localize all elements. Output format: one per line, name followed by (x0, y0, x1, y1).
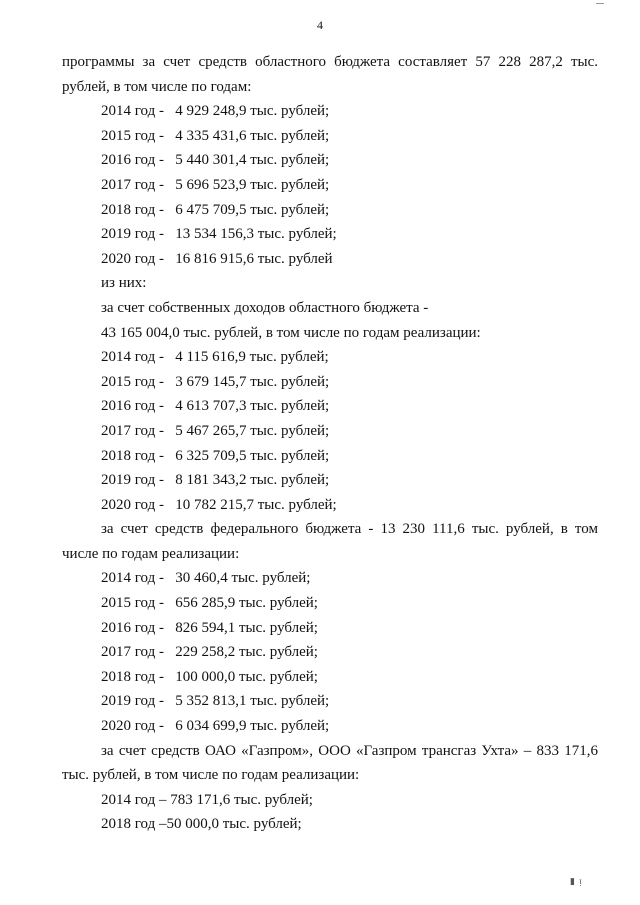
funding-year-line (62, 616, 598, 641)
year-amount: 5 352 813,1 тыс. рублей; (175, 693, 330, 710)
year-amount: 4 115 616,9 тыс. рублей; (175, 349, 329, 366)
year-amount: 16 816 915,6 тыс. рублей (175, 250, 333, 267)
year-amount: 13 534 156,3 тыс. рублей; (175, 226, 337, 243)
year-label: 2017 год - (101, 422, 164, 439)
year-label: 2017 год - (101, 176, 164, 193)
year-amount: 30 460,4 тыс. рублей; (175, 570, 311, 587)
funding-year-line (62, 198, 598, 223)
year-label: 2014 год - (101, 349, 164, 366)
funding-year-line (62, 394, 598, 419)
year-amount: 4 929 248,9 тыс. рублей; (175, 103, 330, 120)
funding-year-line (62, 247, 598, 272)
year-label: 2018 год - (101, 447, 164, 464)
year-amount: 5 696 523,9 тыс. рублей; (175, 176, 330, 193)
year-amount: 100 000,0 тыс. рублей; (175, 668, 318, 685)
year-amount: 826 594,1 тыс. рублей; (175, 619, 318, 636)
year-label: 2015 год - (101, 127, 164, 144)
body-line: за счет средств ОАО «Газпром», ООО «Газпром трансгаз Ухта» – 833 171,6 (101, 742, 598, 759)
funding-year-line (62, 148, 598, 173)
year-label: 2018 год - (101, 201, 164, 218)
year-amount: 229 258,2 тыс. рублей; (175, 644, 318, 661)
year-amount: 6 475 709,5 тыс. рублей; (175, 201, 330, 218)
body-line: из них: (101, 275, 147, 292)
year-label: 2018 год - (101, 668, 164, 685)
year-label: 2020 год - (101, 718, 164, 735)
year-label: 2014 год - (101, 570, 164, 587)
year-label: 2019 год - (101, 693, 164, 710)
funding-year-line (62, 124, 598, 149)
funding-year-line (62, 419, 598, 444)
year-label: 2020 год - (101, 250, 164, 267)
page-number: 4 (317, 18, 323, 32)
funding-year-line (62, 566, 598, 591)
body-line: 2014 год – 783 171,6 тыс. рублей; (101, 791, 313, 808)
funding-year-line (62, 493, 598, 518)
body-line: тыс. рублей, в том числе по годам реализации: (62, 767, 360, 784)
funding-year-line (62, 689, 598, 714)
funding-year-line (62, 444, 598, 469)
year-label: 2017 год - (101, 644, 164, 661)
document-body (62, 50, 598, 837)
year-label: 2020 год - (101, 496, 164, 513)
funding-year-line (62, 173, 598, 198)
body-line: 43 165 004,0 тыс. рублей, в том числе по годам реализации: (101, 324, 481, 341)
funding-year-line (62, 591, 598, 616)
body-line: за счет собственных доходов областного бюджета - (101, 299, 429, 316)
year-amount: 4 335 431,6 тыс. рублей; (175, 127, 330, 144)
body-line: рублей, в том числе по годам: (62, 78, 252, 95)
year-amount: 656 285,9 тыс. рублей; (175, 595, 318, 612)
funding-year-line (62, 468, 598, 493)
funding-year-line (62, 345, 598, 370)
year-label: 2016 год - (101, 619, 164, 636)
year-label: 2015 год - (101, 373, 164, 390)
year-label: 2015 год - (101, 595, 164, 612)
year-amount: 4 613 707,3 тыс. рублей; (175, 398, 330, 415)
body-line: числе по годам реализации: (62, 545, 240, 562)
year-amount: 10 782 215,7 тыс. рублей; (175, 496, 337, 513)
year-label: 2016 год - (101, 398, 164, 415)
funding-year-line (62, 665, 598, 690)
year-label: 2014 год - (101, 103, 164, 120)
funding-year-line (62, 714, 598, 739)
funding-year-line (62, 99, 598, 124)
year-amount: 5 440 301,4 тыс. рублей; (175, 152, 330, 169)
scan-corner-mark (596, 0, 604, 4)
year-label: 2019 год - (101, 226, 164, 243)
year-amount: 5 467 265,7 тыс. рублей; (175, 422, 330, 439)
funding-year-line (62, 222, 598, 247)
funding-year-line (62, 640, 598, 665)
year-label: 2019 год - (101, 472, 164, 489)
body-line: 2018 год –50 000,0 тыс. рублей; (101, 816, 302, 833)
year-amount: 8 181 343,2 тыс. рублей; (175, 472, 330, 489)
year-amount: 6 325 709,5 тыс. рублей; (175, 447, 330, 464)
year-label: 2016 год - (101, 152, 164, 169)
year-amount: 6 034 699,9 тыс. рублей; (175, 718, 330, 735)
scan-bottom-mark: ▮ ᴉ (570, 876, 583, 886)
year-amount: 3 679 145,7 тыс. рублей; (175, 373, 330, 390)
funding-year-line (62, 370, 598, 395)
body-line: программы за счет средств областного бюджета составляет 57 228 287,2 тыс. (62, 54, 598, 70)
body-line: за счет средств федерального бюджета - 13 230 111,6 тыс. рублей, в том (101, 521, 598, 538)
